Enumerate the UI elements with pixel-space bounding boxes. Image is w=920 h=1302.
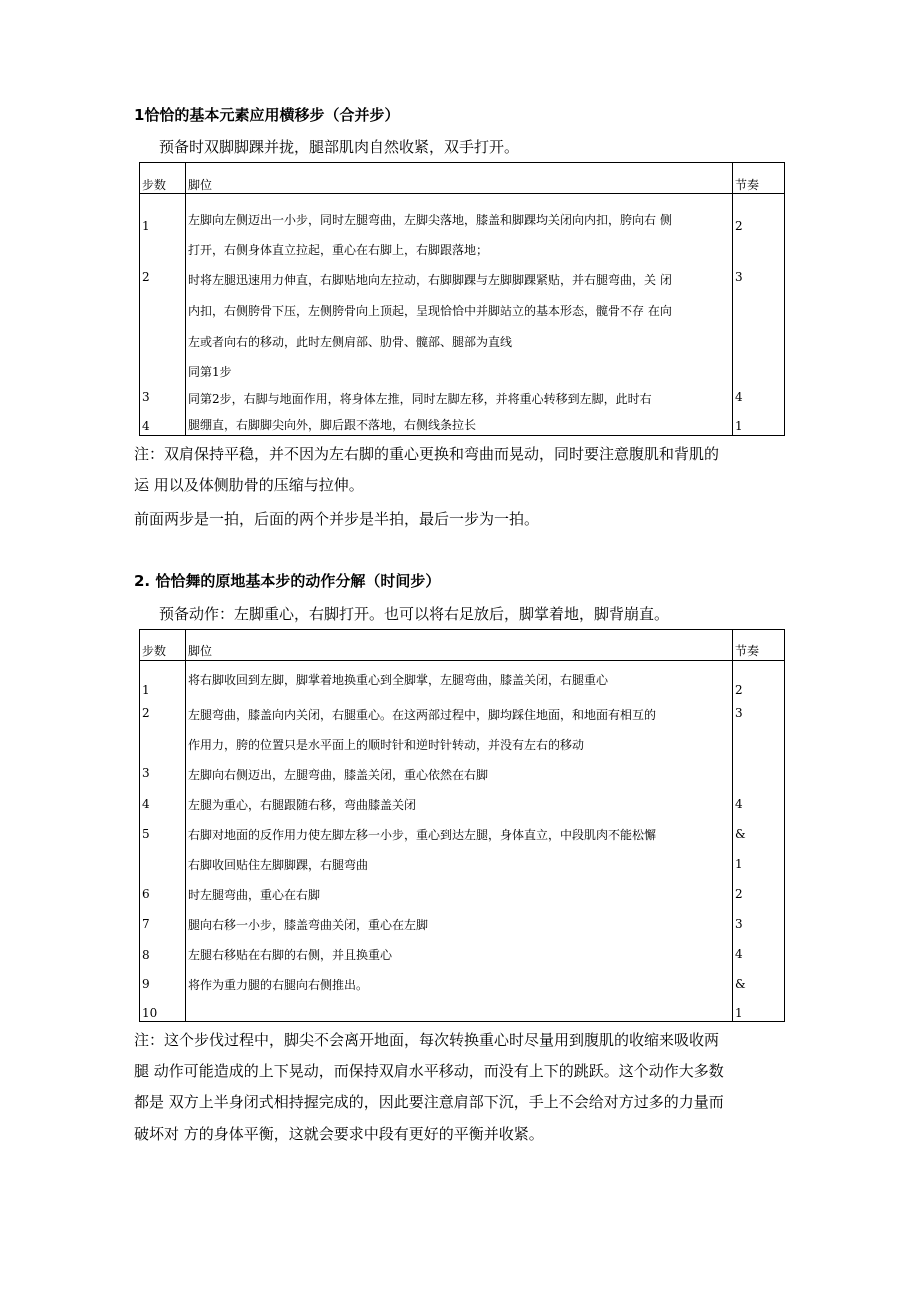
section2-foot-line: 将右脚收回到左脚，脚掌着地换重心到全脚掌，左腿弯曲，膝盖关闭，右腿重心: [188, 673, 609, 687]
section2-rhythm-value: 2: [735, 887, 743, 901]
section2-note-line: 都是 双方上半身闭式相持握完成的，因此要注意肩部下沉，手上不会给对方过多的力量而: [134, 1093, 724, 1111]
section1-title: 1恰恰的基本元素应用横移步（合并步）: [134, 106, 400, 124]
section2-step-number: 8: [142, 948, 150, 962]
section2-step-number: 9: [142, 977, 150, 991]
section1-header-steps: 步数: [142, 178, 167, 192]
section2-step-number: 7: [142, 917, 150, 931]
section1-foot-line: 左脚向左侧迈出一小步，同时左腿弯曲，左脚尖落地，膝盖和脚踝均关闭向内扣，胯向右 侧: [188, 213, 672, 227]
section1-rhythm-value: 3: [735, 270, 743, 284]
section2-foot-line: 右脚收回贴住左脚脚踝，右腿弯曲: [188, 858, 369, 872]
section2-rhythm-value: 4: [735, 797, 743, 811]
section1-step-number: 1: [142, 219, 150, 233]
section2-foot-line: 左腿右移贴在右脚的右侧，并且换重心: [188, 948, 393, 962]
section1-foot-line: 同第1步: [188, 365, 232, 379]
section2-step-number: 4: [142, 797, 150, 811]
section2-foot-line: 左腿弯曲，膝盖向内关闭，右腿重心。在这两部过程中，脚均踩住地面，和地面有相互的: [188, 708, 657, 722]
section2-note-line: 注：这个步伐过程中，脚尖不会离开地面，每次转换重心时尽量用到腹肌的收缩来吸收两: [134, 1031, 720, 1049]
section2-rhythm-value: 1: [735, 1006, 743, 1020]
section2-header-rhythm: 节奏: [735, 644, 760, 658]
section2-title: 2. 恰恰舞的原地基本步的动作分解（时间步）: [134, 572, 441, 590]
section2-prep-text: 预备动作：左脚重心，右脚打开。也可以将右足放后，脚掌着地，脚背崩直。: [159, 605, 670, 623]
section1-foot-line: 同第2步，右脚与地面作用，将身体左推，同时左脚左移，并将重心转移到左脚，此时右: [188, 392, 652, 406]
section1-foot-line: 左或者向右的移动，此时左侧肩部、肋骨、髋部、腿部为直线: [188, 335, 513, 349]
section2-header-steps: 步数: [142, 644, 167, 658]
section2-rhythm-value: 4: [735, 947, 743, 961]
section2-rhythm-value: 1: [735, 857, 743, 871]
section2-note-line: 腿 动作可能造成的上下晃动，而保持双肩水平移动，而没有上下的跳跃。这个动作大多数: [134, 1062, 724, 1080]
section1-header-rhythm: 节奏: [735, 178, 760, 192]
section1-step-number: 3: [142, 390, 150, 404]
section1-foot-line: 时将左腿迅速用力伸直，右脚贴地向左拉动，右脚脚踝与左脚脚踝紧贴，并右腿弯曲，关 闭: [188, 273, 672, 287]
section1-header-foot: 脚位: [188, 178, 213, 192]
section2-rhythm-value: &: [735, 827, 746, 841]
section2-step-number: 1: [142, 683, 150, 697]
section1-note-line: 注：双肩保持平稳，并不因为左右脚的重心更换和弯曲而晃动，同时要注意腹肌和背肌的: [134, 445, 720, 463]
section2-step-number: 2: [142, 706, 150, 720]
section1-foot-line: 内扣，右侧胯骨下压，左侧胯骨向上顶起，呈现恰恰中并脚站立的基本形态，髋骨不存 在向: [188, 304, 672, 318]
section2-rhythm-value: 3: [735, 706, 743, 720]
section2-step-number: 3: [142, 766, 150, 780]
section2-foot-line: 左腿为重心，右腿跟随右移，弯曲膝盖关闭: [188, 798, 417, 812]
section1-note-rhythm: 前面两步是一拍，后面的两个并步是半拍，最后一步为一拍。: [134, 510, 540, 528]
section1-rhythm-value: 1: [735, 419, 743, 433]
section2-foot-line: 腿向右移一小步，膝盖弯曲关闭，重心在左脚: [188, 918, 429, 932]
section2-foot-line: 时左腿弯曲，重心在右脚: [188, 888, 321, 902]
section2-foot-line: 左脚向右侧迈出，左腿弯曲，膝盖关闭，重心依然在右脚: [188, 768, 489, 782]
section1-note-line: 运 用以及体侧肋骨的压缩与拉伸。: [134, 476, 364, 494]
section1-rhythm-value: 4: [735, 390, 743, 404]
section2-note-line: 破坏对 方的身体平衡，这就会要求中段有更好的平衡并收紧。: [134, 1125, 544, 1143]
section2-header-foot: 脚位: [188, 644, 213, 658]
section2-rhythm-value: 3: [735, 917, 743, 931]
section1-rhythm-value: 2: [735, 219, 743, 233]
section2-rhythm-value: 2: [735, 683, 743, 697]
section1-step-number: 4: [142, 419, 150, 433]
section2-foot-line: 作用力，胯的位置只是水平面上的顺时针和逆时针转动，并没有左右的移动: [188, 738, 585, 752]
section2-step-number: 6: [142, 887, 150, 901]
section2-step-number: 10: [142, 1006, 158, 1020]
section1-prep-text: 预备时双脚脚踝并拢，腿部肌肉自然收紧，双手打开。: [159, 138, 520, 156]
section1-foot-line: 腿绷直，右脚脚尖向外，脚后跟不落地，右侧线条拉长: [188, 418, 477, 432]
section2-step-number: 5: [142, 827, 150, 841]
section2-rhythm-value: &: [735, 977, 746, 991]
section1-step-number: 2: [142, 270, 150, 284]
section2-foot-line: 将作为重力腿的右腿向右侧推出。: [188, 978, 369, 992]
section2-foot-line: 右脚对地面的反作用力使左脚左移一小步，重心到达左腿，身体直立，中段肌肉不能松懈: [188, 828, 657, 842]
section1-foot-line: 打开，右侧身体直立拉起，重心在右脚上，右脚跟落地；: [188, 243, 489, 257]
